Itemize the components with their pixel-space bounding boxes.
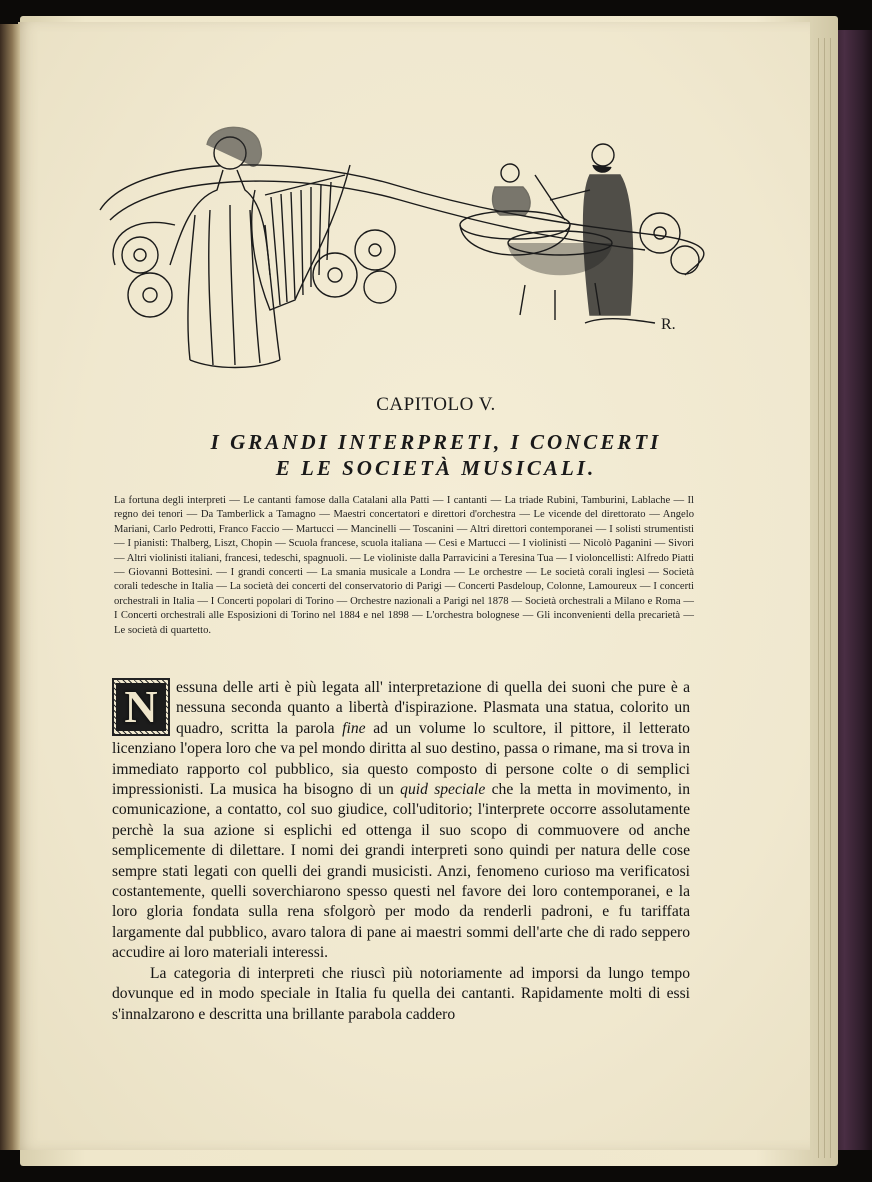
page-edge-line [818,38,819,1158]
paragraph-1-part-c: che la metta in movimento, in comunicazione, a contatto, col suo giudice, coll'uditorio; l'interprete occorre assolutamente perchè la sua azione si esplichi ed ottenga il suo scopo di commuovere od anche semplicemente di dilettare. I nomi dei grandi interpreti sono quindi per natura delle cose sempre stati legati con quelli dei grandi musicisti. Anzi, fenomeno curioso ma verificatosi costantemente, quelli soverchiarono spesso questi nel favore dei loro contemporanei, e la loro gloria fondata sulla rena sfolgorò per modo da renderli padroni, e fu tariffata largamente dal pubblico, avaro talora di pane ai maestri sommi dell'arte che di rado seppero accudire ai loro materiali interessi. [112,781,690,962]
timpanist [493,164,531,215]
paragraph-1 [112,678,690,964]
body-text [112,678,690,1025]
paragraph-1-part-a: essuna delle arti è più legata all' interpretazione di quella dei suoni che pure è a nessuna seconda quanto a libertà d'ispirazione. Plasmata una statua, colorito un quadro, scritta la parola [176,679,690,737]
drop-cap-letter: N [116,683,165,731]
page-edge-line [824,38,825,1158]
summary-text: La fortuna degli interpreti — Le cantanti famose dalla Catalani alla Patti — I cantanti — La triade Rubini, Tamburini, Lablache — Il regno dei tenori — Da Tamberlick a Tamagno — Maestri concertatori e direttori d'orchestra — Le vicende del direttorato — Angelo Mariani, Carlo Pedrotti, Franco Faccio — Martucci — Mancinelli — Toscanini — Altri direttori contemporanei — I solisti strumentisti — I pianisti: Thalberg, Liszt, Chopin — Scuola francese, scuola italiana — Cesi e Martucci — I violinisti — Nicolò Paganini — Sivori — Altri violinisti italiani, francesi, tedeschi, spagnuoli. — Le violiniste dalla Parravicini a Teresina Tua — I violoncellisti: Alfredo Piatti — Giovanni Bottesini. — I grandi concerti — La smania musicale a Londra — Le orchestre — Le società corali inglesi — Società corali tedesche in Italia — La società dei concerti del conservatorio di Parigi — Concerti Pasdeloup, Colonne, Lamoureux — I concerti orchestrali in Italia — I Concerti popolari di Torino — Orchestre nazionali a Parigi nel 1878 — Società orchestrali a Milano e Roma — I Concerti orchestrali alle Esposizioni di Torino nel 1884 e nel 1898 — L'orchestra bolognese — Gli inconvenienti della precarietà — Le società di quartetto. [114,495,694,636]
artist-signature: R. [661,316,676,333]
chapter-title-line-1: I GRANDI INTERPRETI, I CONCERTI [210,430,662,454]
chapter-illustration [95,115,705,370]
conductor [535,144,633,315]
paragraph-2: La categoria di interpreti che riuscì più notoriamente ad imporsi da lungo tempo dovunque ed in modo speciale in Italia fu quella dei cantanti. Rapidamente molti di essi s'innalzarono e descritta una brillante parabola caddero [112,964,690,1023]
binding-gutter [0,24,20,1150]
drop-cap [112,678,170,736]
chapter-summary [114,494,694,638]
chapter-label: CAPITOLO V. [376,394,496,415]
page-edge-line [830,38,831,1158]
paragraph-1-part-b: ad un volume lo scultore, il pittore, il letterato licenziano l'opera loro che va pel mondo diritta al suo destino, passa o rimane, ma si trova in immediato rapporto col pubblico, sia questo composto di persone colte o di semplici impressionisti. La musica ha bisogno di un [112,719,690,799]
muse-figure [170,127,280,367]
emphasis-quid-speciale: quid speciale [400,781,486,799]
emphasis-fine: fine [342,719,366,737]
chapter-title-line-2: E LE SOCIETÀ MUSICALI. [275,456,597,480]
signature-stroke [585,319,655,323]
